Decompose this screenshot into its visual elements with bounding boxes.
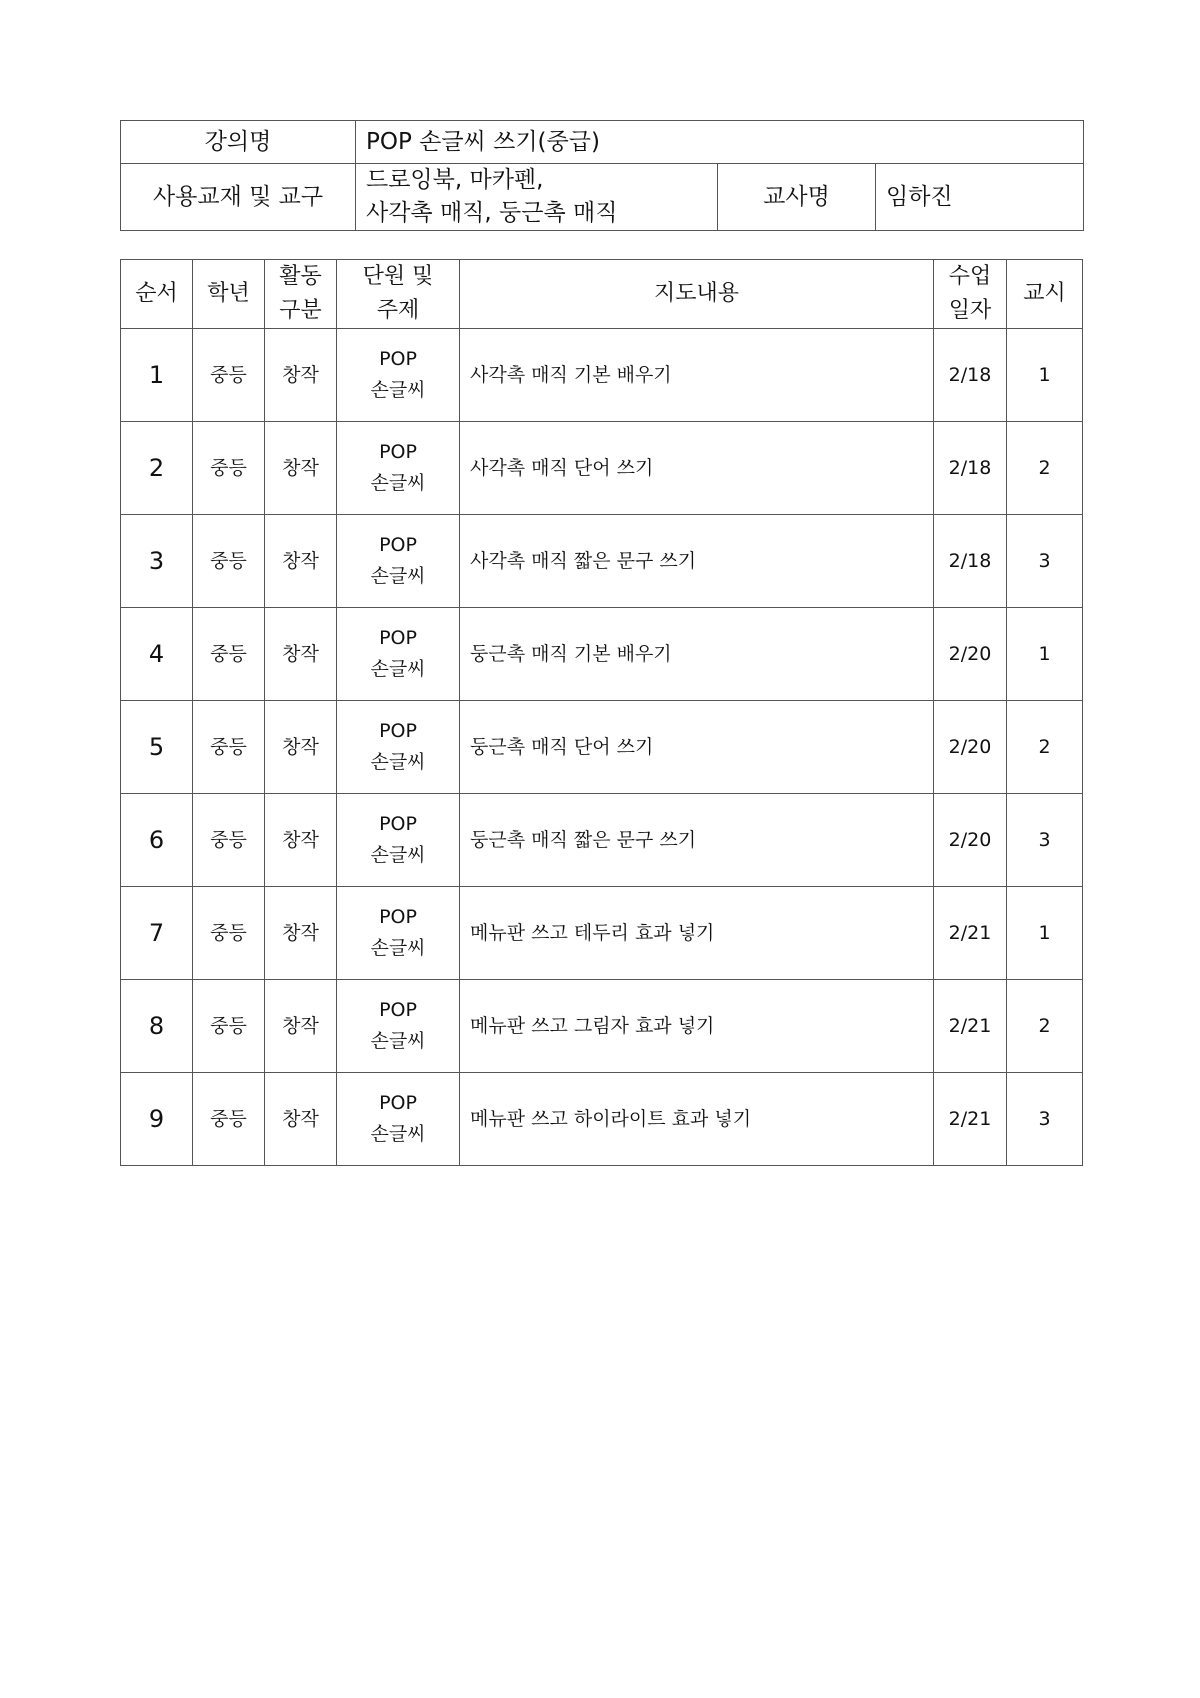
row-period: 1 — [1007, 329, 1083, 422]
header-date-line-1: 수업 — [948, 264, 992, 289]
course-name-label: 강의명 — [121, 121, 356, 164]
row-order: 5 — [121, 701, 193, 794]
course-info-table — [120, 120, 1084, 231]
table-row — [121, 980, 1083, 1073]
table-row — [121, 794, 1083, 887]
row-period: 2 — [1007, 422, 1083, 515]
row-activity: 창작 — [265, 1073, 337, 1166]
row-grade: 중등 — [193, 794, 265, 887]
row-date: 2/21 — [934, 980, 1007, 1073]
row-period: 2 — [1007, 701, 1083, 794]
header-content: 지도내용 — [460, 260, 934, 329]
row-date: 2/20 — [934, 608, 1007, 701]
row-unit-line-1: POP — [379, 627, 417, 649]
row-unit-line-1: POP — [379, 720, 417, 742]
row-unit — [337, 794, 460, 887]
row-date: 2/20 — [934, 701, 1007, 794]
row-order: 7 — [121, 887, 193, 980]
row-date: 2/18 — [934, 515, 1007, 608]
row-grade: 중등 — [193, 980, 265, 1073]
row-grade: 중등 — [193, 329, 265, 422]
materials-value — [356, 164, 718, 231]
row-activity: 창작 — [265, 980, 337, 1073]
header-unit-line-1: 단원 및 — [362, 264, 434, 289]
row-grade: 중등 — [193, 701, 265, 794]
header-period: 교시 — [1007, 260, 1083, 329]
course-name-value: POP 손글씨 쓰기(중급) — [356, 121, 1084, 164]
materials-label: 사용교재 및 교구 — [121, 164, 356, 231]
row-order: 8 — [121, 980, 193, 1073]
row-period: 1 — [1007, 887, 1083, 980]
row-unit — [337, 422, 460, 515]
row-date: 2/18 — [934, 329, 1007, 422]
row-period: 2 — [1007, 980, 1083, 1073]
row-grade: 중등 — [193, 515, 265, 608]
row-unit-line-2: 손글씨 — [370, 751, 426, 773]
row-content: 메뉴판 쓰고 하이라이트 효과 넣기 — [460, 1073, 934, 1166]
schedule-body — [121, 329, 1083, 1166]
row-unit — [337, 515, 460, 608]
row-order: 3 — [121, 515, 193, 608]
row-unit — [337, 329, 460, 422]
course-name-row — [121, 121, 1084, 164]
row-unit — [337, 701, 460, 794]
row-period: 3 — [1007, 1073, 1083, 1166]
row-date: 2/20 — [934, 794, 1007, 887]
header-date-line-2: 일자 — [948, 298, 992, 323]
table-row — [121, 422, 1083, 515]
row-activity: 창작 — [265, 422, 337, 515]
row-content: 메뉴판 쓰고 테두리 효과 넣기 — [460, 887, 934, 980]
table-row — [121, 608, 1083, 701]
row-date: 2/21 — [934, 1073, 1007, 1166]
table-row — [121, 701, 1083, 794]
header-grade: 학년 — [193, 260, 265, 329]
row-content: 둥근촉 매직 기본 배우기 — [460, 608, 934, 701]
row-unit — [337, 887, 460, 980]
row-activity: 창작 — [265, 515, 337, 608]
teacher-value: 임하진 — [876, 164, 1084, 231]
row-period: 3 — [1007, 794, 1083, 887]
row-order: 1 — [121, 329, 193, 422]
materials-line-1: 드로잉북, 마카펜, — [366, 167, 544, 193]
row-unit-line-1: POP — [379, 1092, 417, 1114]
row-unit — [337, 608, 460, 701]
row-unit-line-1: POP — [379, 906, 417, 928]
row-content: 둥근촉 매직 짧은 문구 쓰기 — [460, 794, 934, 887]
row-activity: 창작 — [265, 329, 337, 422]
row-period: 3 — [1007, 515, 1083, 608]
row-unit-line-1: POP — [379, 534, 417, 556]
row-unit-line-2: 손글씨 — [370, 937, 426, 959]
table-row — [121, 329, 1083, 422]
row-unit — [337, 1073, 460, 1166]
row-grade: 중등 — [193, 608, 265, 701]
row-date: 2/21 — [934, 887, 1007, 980]
header-activity-line-1: 활동 — [279, 264, 322, 289]
row-unit-line-1: POP — [379, 348, 417, 370]
row-unit-line-2: 손글씨 — [370, 379, 426, 401]
materials-line-2: 사각촉 매직, 둥근촉 매직 — [366, 200, 618, 226]
row-date: 2/18 — [934, 422, 1007, 515]
row-unit-line-2: 손글씨 — [370, 658, 426, 680]
table-row — [121, 1073, 1083, 1166]
row-order: 2 — [121, 422, 193, 515]
row-grade: 중등 — [193, 887, 265, 980]
row-unit-line-2: 손글씨 — [370, 565, 426, 587]
row-content: 사각촉 매직 짧은 문구 쓰기 — [460, 515, 934, 608]
table-row — [121, 515, 1083, 608]
row-content: 사각촉 매직 기본 배우기 — [460, 329, 934, 422]
header-activity-line-2: 구분 — [279, 298, 322, 323]
row-order: 6 — [121, 794, 193, 887]
schedule-header-row — [121, 260, 1083, 329]
row-activity: 창작 — [265, 701, 337, 794]
row-grade: 중등 — [193, 422, 265, 515]
row-unit-line-2: 손글씨 — [370, 1030, 426, 1052]
row-activity: 창작 — [265, 608, 337, 701]
row-unit-line-2: 손글씨 — [370, 1123, 426, 1145]
row-grade: 중등 — [193, 1073, 265, 1166]
header-date — [934, 260, 1007, 329]
table-row — [121, 887, 1083, 980]
materials-row — [121, 164, 1084, 231]
lesson-schedule-table — [120, 259, 1083, 1166]
row-unit-line-1: POP — [379, 999, 417, 1021]
row-unit-line-2: 손글씨 — [370, 844, 426, 866]
row-content: 사각촉 매직 단어 쓰기 — [460, 422, 934, 515]
row-content: 메뉴판 쓰고 그림자 효과 넣기 — [460, 980, 934, 1073]
row-activity: 창작 — [265, 794, 337, 887]
row-unit-line-1: POP — [379, 813, 417, 835]
row-order: 4 — [121, 608, 193, 701]
header-unit-line-2: 주제 — [376, 298, 420, 323]
row-unit-line-2: 손글씨 — [370, 472, 426, 494]
header-activity — [265, 260, 337, 329]
header-order: 순서 — [121, 260, 193, 329]
row-period: 1 — [1007, 608, 1083, 701]
row-unit — [337, 980, 460, 1073]
header-unit — [337, 260, 460, 329]
row-activity: 창작 — [265, 887, 337, 980]
teacher-label: 교사명 — [718, 164, 876, 231]
row-content: 둥근촉 매직 단어 쓰기 — [460, 701, 934, 794]
row-order: 9 — [121, 1073, 193, 1166]
row-unit-line-1: POP — [379, 441, 417, 463]
